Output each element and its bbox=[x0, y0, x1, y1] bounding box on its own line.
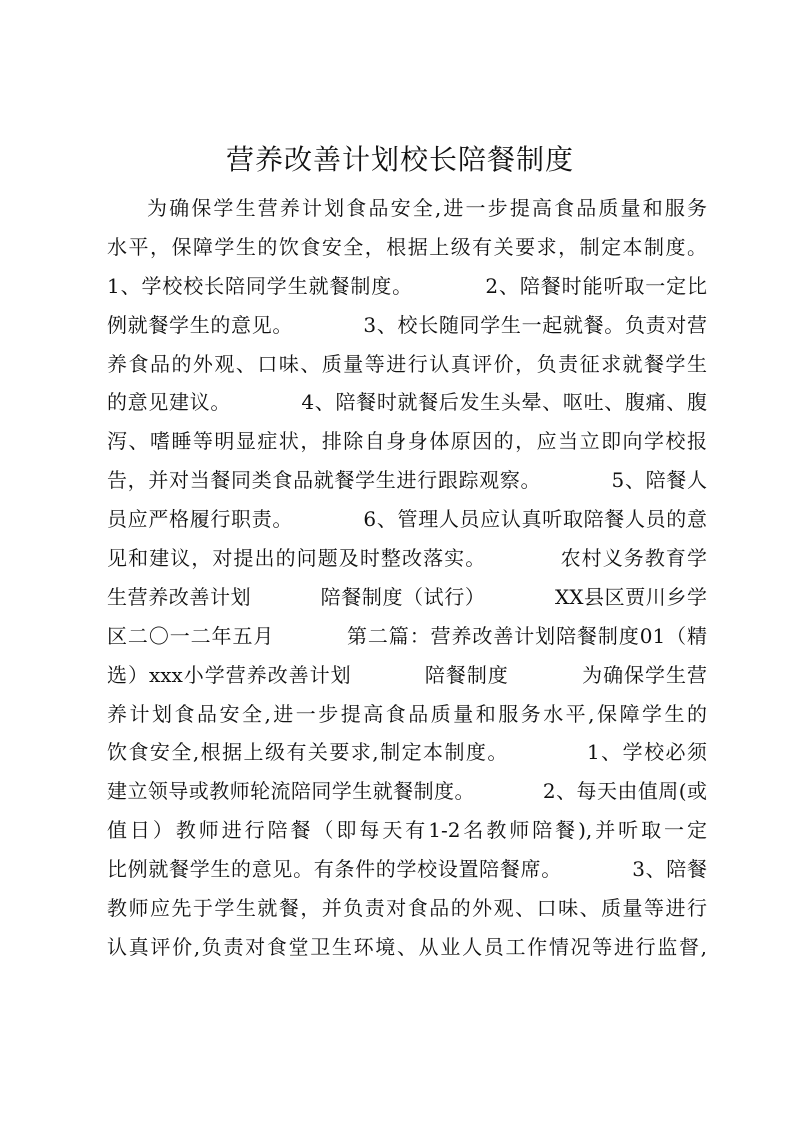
body-line: 养食品的外观、口味、质量等进行认真评价，负责征求就餐学生 bbox=[107, 351, 707, 376]
body-line: 员应严格履行职责。 6、管理人员应认真听取陪餐人员的意 bbox=[107, 507, 707, 532]
body-line: 区二〇一二年五月 第二篇：营养改善计划陪餐制度01（精 bbox=[107, 623, 707, 648]
body-line: 例就餐学生的意见。 3、校长随同学生一起就餐。负责对营 bbox=[107, 312, 707, 337]
body-line: 泻、嗜睡等明显症状，排除自身身体原因的，应当立即向学校报 bbox=[107, 429, 707, 454]
body-line: 建立领导或教师轮流陪同学生就餐制度。 2、每天由值周(或 bbox=[107, 779, 707, 804]
body-line: 生营养改善计划 陪餐制度（试行） XX县区贾川乡学 bbox=[107, 584, 707, 609]
body-line: 告，并对当餐同类食品就餐学生进行跟踪观察。 5、陪餐人 bbox=[107, 468, 707, 493]
body-line: 选）xxx小学营养改善计划 陪餐制度 为确保学生营 bbox=[107, 662, 707, 687]
body-line: 养计划食品安全,进一步提高食品质量和服务水平,保障学生的 bbox=[107, 701, 707, 726]
document-title: 营养改善计划校长陪餐制度 bbox=[225, 143, 574, 176]
body-line: 饮食安全,根据上级有关要求,制定本制度。 1、学校必须 bbox=[107, 740, 707, 765]
body-line: 认真评价,负责对食堂卫生环境、从业人员工作情况等进行监督, bbox=[107, 934, 707, 959]
body-line: 教师应先于学生就餐，并负责对食品的外观、口味、质量等进行 bbox=[107, 896, 707, 921]
document-body bbox=[107, 189, 707, 967]
body-line: 为确保学生营养计划食品安全,进一步提高食品质量和服务 bbox=[147, 196, 707, 220]
body-line: 值日）教师进行陪餐（即每天有1-2名教师陪餐),并听取一定 bbox=[107, 818, 707, 843]
body-line: 水平，保障学生的饮食安全，根据上级有关要求，制定本制度。 bbox=[107, 234, 707, 259]
body-line: 的意见建议。 4、陪餐时就餐后发生头晕、呕吐、腹痛、腹 bbox=[107, 390, 707, 415]
body-line: 比例就餐学生的意见。有条件的学校设置陪餐席。 3、陪餐 bbox=[107, 857, 707, 882]
body-line: 1、学校校长陪同学生就餐制度。 2、陪餐时能听取一定比 bbox=[107, 273, 707, 298]
body-line: 见和建议，对提出的问题及时整改落实。 农村义务教育学 bbox=[107, 546, 707, 571]
